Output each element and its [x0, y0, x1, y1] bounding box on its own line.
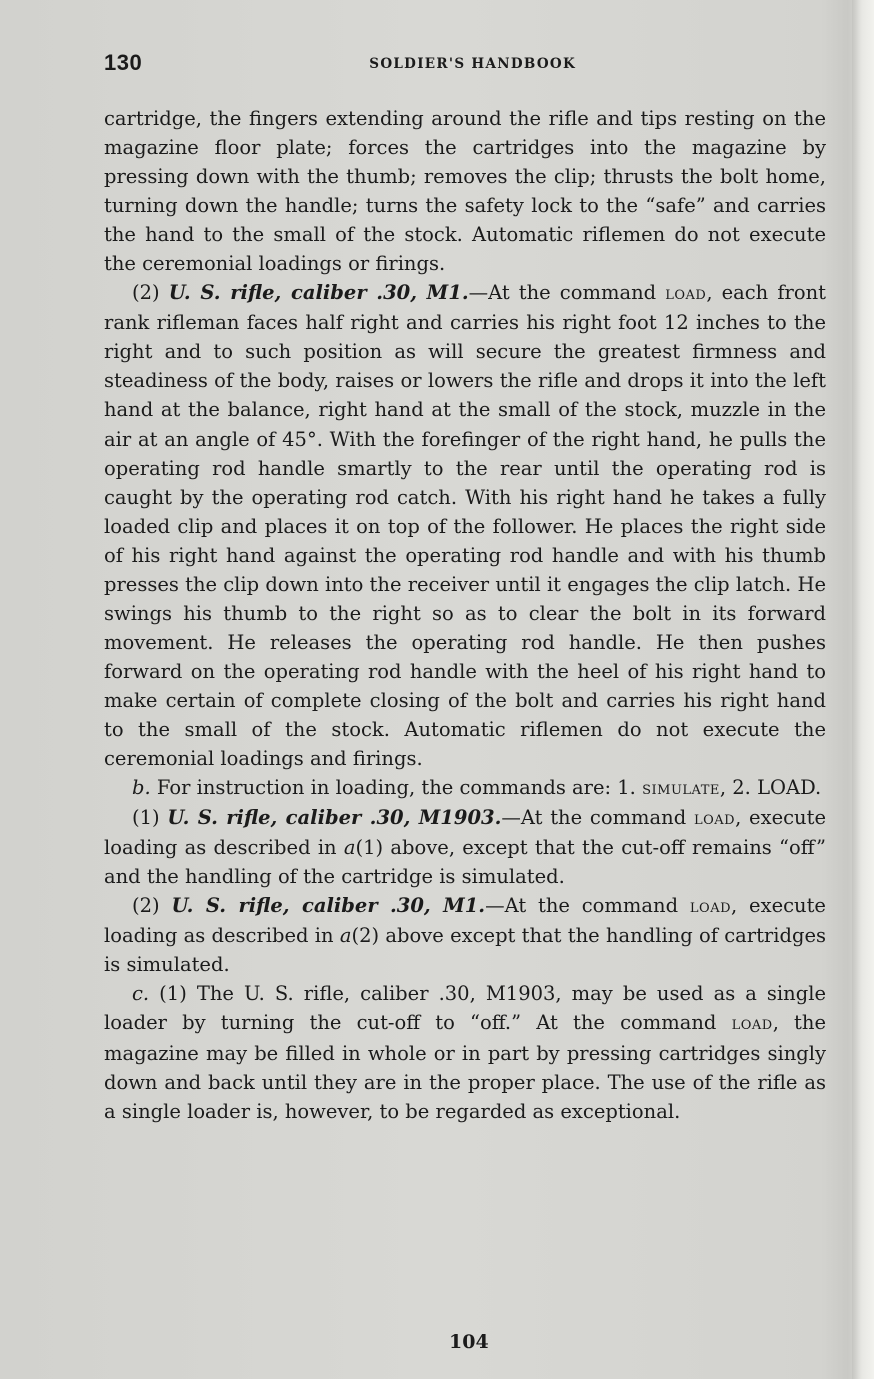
- paragraph-text: , the magazine may be filled in whole or in part by pressing cartridges singly down and back until they are in the proper place. The use of the rifle as a single loader is, however, to be regarded as exceptional.: [104, 1011, 826, 1123]
- paragraph-b: [104, 773, 826, 803]
- paragraph-text: , each front rank rifleman faces half right and carries his right foot 12 inches to the right and to such position as will secure the greatest firmness and steadiness of the body, raises or lowers the rifle and drops it into the left hand at the balance, right hand at the small of the stock, muzzle in the air at an angle of 45°. With the forefinger of the right hand, he pulls the operating rod handle smartly to the rear until the operating rod is caught by the operating rod catch. With his right hand he takes a fully loaded clip and places it on top of the follower. He places the right side of his right hand against the operating rod handle and with his thumb presses the clip down into the receiver until it engages the clip latch. He swings his thumb to the right so as to clear the bolt in its forward movement. He releases the operating rod handle. He then pushes forward on the operating rod handle with the heel of his right hand to make certain of complete closing of the bolt and carries his right hand to the small of the stock. Automatic riflemen do not execute the ceremonial loadings and firings.: [104, 281, 826, 771]
- running-title: SOLDIER'S HANDBOOK: [369, 56, 576, 72]
- paragraph-title: U. S. rifle, caliber .30, M1.: [168, 281, 469, 305]
- paragraph-text: —At the command: [468, 281, 666, 305]
- paragraph-reference: a: [339, 924, 352, 948]
- paragraph-text: cartridge, the fingers extending around the rifle and tips resting on the magazine floor plate; forces the cartridges into the magazine by pressing down with the thumb; removes the clip; thrusts the bolt home, turning down the handle; turns the safety lock to the “safe” and carries the hand to the small of the stock. Automatic riflemen do not execute the ceremonial loadings or firings.: [104, 107, 826, 276]
- command-word: load: [689, 896, 732, 918]
- paragraph-m1-load: [104, 278, 826, 773]
- paragraph-number: (2): [132, 281, 169, 305]
- paragraph-text: (1) The U. S. rifle, caliber .30, M1903, may be used as a single loader by turning the cut-off to “off.” At the command: [104, 982, 826, 1035]
- page-edge: [852, 0, 874, 1379]
- command-word: simulate: [642, 778, 720, 800]
- paragraph-text: (2) above except that the handling of cartridges is simulated.: [104, 924, 826, 977]
- page-number: 130: [104, 50, 143, 75]
- body-text: [104, 104, 826, 1126]
- footer-folio: 104: [449, 1331, 489, 1353]
- paragraph-text: , 2. LOAD.: [719, 776, 822, 800]
- paragraph-m1-simulate: [104, 891, 826, 979]
- paragraph-continuation: [104, 104, 826, 278]
- paragraph-text: —At the command: [501, 806, 694, 830]
- paragraph-label: b.: [132, 776, 151, 800]
- command-word: load: [693, 808, 736, 830]
- paragraph-number: (1): [132, 806, 168, 830]
- paragraph-text: —At the command: [485, 894, 690, 918]
- command-word: load: [731, 1013, 773, 1035]
- command-word: load: [665, 283, 707, 305]
- paragraph-number: (2): [132, 894, 172, 918]
- paragraph-text: For instruction in loading, the commands are: 1.: [150, 776, 643, 800]
- paragraph-text: (1) above, except that the cut-off remains “off” and the handling of the cartridge is simulated.: [104, 836, 826, 889]
- paragraph-title: U. S. rifle, caliber .30, M1.: [171, 894, 486, 918]
- paragraph-m1903-simulate: [104, 803, 826, 891]
- paragraph-text: , execute loading as described in: [104, 806, 826, 860]
- paragraph-title: U. S. rifle, caliber .30, M1903.: [167, 806, 502, 830]
- paragraph-text: , execute loading as described in: [104, 894, 826, 948]
- page-header: [104, 50, 576, 74]
- paragraph-reference: a: [343, 836, 356, 860]
- paragraph-label: c.: [132, 982, 150, 1006]
- paragraph-c: [104, 979, 826, 1125]
